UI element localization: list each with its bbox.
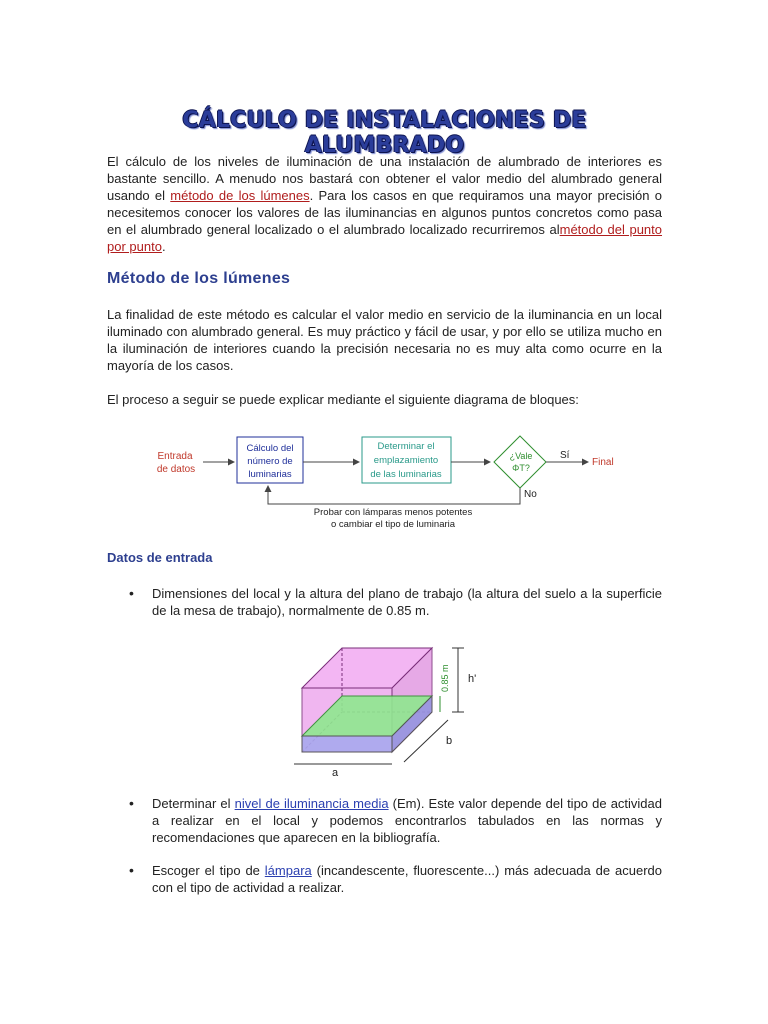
decision-line2: ΦT? bbox=[512, 463, 530, 473]
loop-label-2: o cambiar el tipo de luminaria bbox=[330, 519, 456, 530]
input-label-1: Entrada bbox=[157, 451, 193, 462]
bullet-dot: • bbox=[129, 585, 134, 601]
box2-line3: de las luminarias bbox=[370, 469, 442, 480]
diagram-intro-paragraph: El proceso a seguir se puede explicar mediante el siguiente diagrama de bloques: bbox=[107, 392, 579, 407]
floor-front bbox=[302, 736, 392, 752]
decision-diamond bbox=[494, 436, 546, 488]
nivel-iluminancia-link[interactable]: nivel de iluminancia media bbox=[234, 796, 389, 811]
bullet-dot: • bbox=[129, 862, 134, 878]
box1-line1: Cálculo del bbox=[246, 443, 294, 454]
loop-label-1: Probar con lámparas menos potentes bbox=[313, 507, 473, 518]
label-h: h' bbox=[468, 673, 477, 685]
list-text: Determinar el bbox=[152, 796, 235, 811]
box2-line1: Determinar el bbox=[377, 441, 435, 452]
intro-text-3: . bbox=[161, 239, 166, 254]
metodo-lumenes-link[interactable]: método de los lúmenes bbox=[170, 188, 310, 203]
label-b: b bbox=[446, 735, 453, 747]
box1-line3: luminarias bbox=[248, 469, 292, 480]
label-085: 0.85 m bbox=[440, 664, 450, 692]
list-text: (Em). Este valor depende del tipo de actividad a realizar en el local y podemos encontrarlos tabulados en las normas y recomendaciones que aparecen en la bibliografía. bbox=[152, 796, 662, 845]
section-heading: Método de los lúmenes bbox=[107, 270, 291, 287]
list-item-iluminancia bbox=[152, 795, 662, 846]
yes-label: Sí bbox=[560, 450, 570, 461]
hidden-helper bbox=[268, 484, 520, 490]
subheading-datos-entrada: Datos de entrada bbox=[107, 550, 213, 565]
label-a: a bbox=[332, 767, 339, 778]
box1-line2: número de bbox=[247, 456, 293, 467]
list-text: Escoger el tipo de bbox=[152, 863, 265, 878]
list-text: (incandescente, fluorescente...) más adecuada de acuerdo con el tipo de actividad a realizar. bbox=[152, 863, 662, 895]
return-path bbox=[268, 489, 520, 490]
end-label: Final bbox=[592, 457, 614, 468]
intro-text-1: El cálculo de los niveles de iluminación de una instalación de alumbrado de interiores es bastante sencillo. A menudo nos bastará con obtener el valor medio del alumbrado general usando el bbox=[107, 154, 662, 203]
metodo-punto-link[interactable]: método del punto por punto bbox=[107, 222, 663, 254]
input-label-2: de datos bbox=[156, 464, 196, 475]
room-dimensions-diagram bbox=[288, 640, 488, 778]
list-item-lampara bbox=[152, 862, 662, 896]
loop-return bbox=[268, 486, 520, 504]
list-item-dimensiones: Dimensiones del local y la altura del plano de trabajo (la altura del suelo a la superficie de la mesa de trabajo), normalmente de 0.85 m. bbox=[152, 586, 662, 618]
intro-text-2: . Para los casos en que requiramos una mayor precisión o necesitemos conocer los valores de las iluminancias en algunos puntos concretos como pasa en el alumbrado general localizado o el alumbrado localizado recurriremos al bbox=[107, 188, 662, 237]
intro-paragraph bbox=[107, 153, 662, 255]
block-diagram bbox=[148, 428, 628, 532]
no-label: No bbox=[524, 489, 537, 500]
box2-line2: emplazamiento bbox=[373, 455, 439, 466]
method-paragraph: La finalidad de este método es calcular el valor medio en servicio de la iluminancia en un local iluminado con alumbrado general. Es muy práctico y fácil de usar, y por ello se utiliza mucho en la iluminación de interiores cuando la precisión necesaria no es muy alta como ocurre en la mayoría de los casos. bbox=[107, 307, 662, 373]
page-title: CÁLCULO DE INSTALACIONES DE ALUMBRADO bbox=[182, 108, 587, 158]
lampara-link[interactable]: lámpara bbox=[264, 863, 312, 878]
bullet-dot: • bbox=[129, 795, 134, 811]
decision-line1: ¿Vale bbox=[509, 451, 533, 461]
